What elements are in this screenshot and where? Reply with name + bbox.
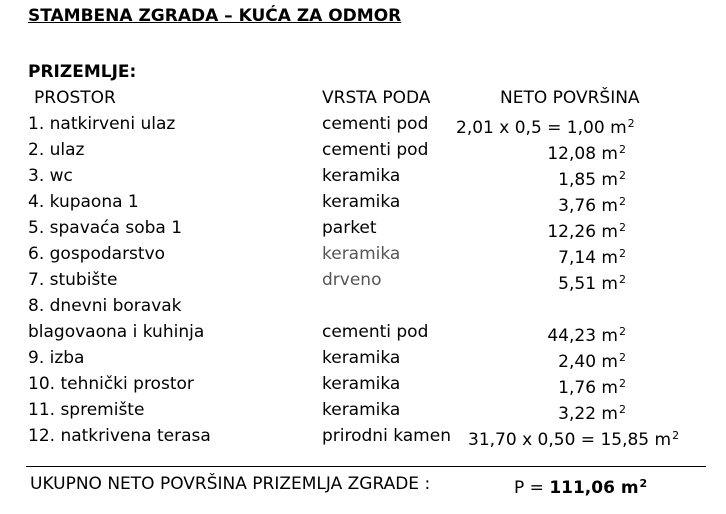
- room-name: 7. stubište: [28, 270, 118, 290]
- room-area: [456, 114, 635, 138]
- room-name: 2. ulaz: [28, 140, 85, 160]
- table-row: [0, 322, 726, 348]
- column-header-vrsta-poda: VRSTA PODA: [322, 88, 431, 108]
- document-title: STAMBENA ZGRADA – KUĆA ZA ODMOR: [28, 6, 402, 26]
- unit-superscript: 2: [619, 325, 626, 338]
- room-area: [558, 270, 626, 294]
- room-area-value: 3,76 m: [558, 196, 618, 216]
- total-divider: [26, 466, 706, 467]
- table-row: [0, 192, 726, 218]
- room-name: blagovaona i kuhinja: [28, 322, 205, 342]
- unit-superscript: 2: [619, 143, 626, 156]
- table-row: [0, 348, 726, 374]
- room-name: 1. natkirveni ulaz: [28, 114, 176, 134]
- floor-type: cementi pod: [322, 322, 429, 342]
- room-area-value: 44,23 m: [547, 326, 618, 346]
- total-value: [514, 474, 647, 498]
- floor-type: keramika: [322, 400, 401, 420]
- column-header-neto-povrsina: NETO POVRŠINA: [500, 88, 640, 108]
- room-name: 11. spremište: [28, 400, 145, 420]
- room-area-value: 2,40 m: [558, 352, 618, 372]
- room-name: 10. tehnički prostor: [28, 374, 194, 394]
- table-row: [0, 374, 726, 400]
- unit-superscript: 2: [619, 273, 626, 286]
- room-name: 3. wc: [28, 166, 73, 186]
- room-area-value: 12,08 m: [547, 144, 618, 164]
- room-name: 5. spavaća soba 1: [28, 218, 183, 238]
- floor-type: keramika: [322, 244, 401, 264]
- room-area-value: 2,01 x 0,5 = 1,00 m: [456, 118, 627, 138]
- table-row: [0, 270, 726, 296]
- unit-superscript: 2: [619, 169, 626, 182]
- room-area: [547, 322, 626, 346]
- table-row: [0, 140, 726, 166]
- room-area: [558, 244, 626, 268]
- floor-type: cementi pod: [322, 140, 429, 160]
- room-area-value: 7,14 m: [558, 248, 618, 268]
- section-heading: PRIZEMLJE:: [28, 62, 137, 82]
- floor-type: prirodni kamen: [322, 426, 451, 446]
- unit-superscript: 2: [619, 377, 626, 390]
- room-area-value: 3,22 m: [558, 404, 618, 424]
- table-row: [0, 218, 726, 244]
- room-area: [558, 348, 626, 372]
- room-area: [558, 400, 626, 424]
- room-area: [558, 192, 626, 216]
- unit-superscript: 2: [619, 351, 626, 364]
- total-label: UKUPNO NETO POVRŠINA PRIZEMLJA ZGRADE :: [30, 474, 431, 494]
- table-row: [0, 296, 726, 322]
- room-area-value: 12,26 m: [547, 222, 618, 242]
- table-row: [0, 244, 726, 270]
- unit-superscript: 2: [627, 117, 635, 130]
- room-name: 8. dnevni boravak: [28, 296, 182, 316]
- floor-type: parket: [322, 218, 377, 238]
- unit-superscript: 2: [619, 247, 626, 260]
- total-prefix: P =: [514, 478, 550, 498]
- table-row: [0, 426, 726, 452]
- table-row: [0, 400, 726, 426]
- room-name: 9. izba: [28, 348, 85, 368]
- unit-superscript: 2: [619, 221, 626, 234]
- unit-superscript: 2: [619, 403, 626, 416]
- room-area-value: 31,70 x 0,50 = 15,85 m: [468, 430, 672, 450]
- unit-superscript: 2: [639, 477, 648, 490]
- floor-type: cementi pod: [322, 114, 429, 134]
- table-row: [0, 166, 726, 192]
- room-name: 12. natkrivena terasa: [28, 426, 211, 446]
- room-area: [558, 166, 626, 190]
- floor-type: keramika: [322, 374, 401, 394]
- column-header-prostor: PROSTOR: [34, 88, 116, 108]
- room-area-value: 1,76 m: [558, 378, 618, 398]
- floor-type: drveno: [322, 270, 382, 290]
- floor-type: keramika: [322, 166, 401, 186]
- room-area: [558, 374, 626, 398]
- unit-superscript: 2: [672, 429, 680, 442]
- unit-superscript: 2: [619, 195, 626, 208]
- room-name: 4. kupaona 1: [28, 192, 139, 212]
- floor-type: keramika: [322, 348, 401, 368]
- room-area-value: 5,51 m: [558, 274, 618, 294]
- room-area: [547, 218, 626, 242]
- room-area: [468, 426, 679, 450]
- floor-type: keramika: [322, 192, 401, 212]
- table-row: [0, 114, 726, 140]
- room-area-value: 1,85 m: [558, 170, 618, 190]
- total-amount: 111,06 m: [549, 478, 639, 498]
- room-area: [547, 140, 626, 164]
- room-name: 6. gospodarstvo: [28, 244, 166, 264]
